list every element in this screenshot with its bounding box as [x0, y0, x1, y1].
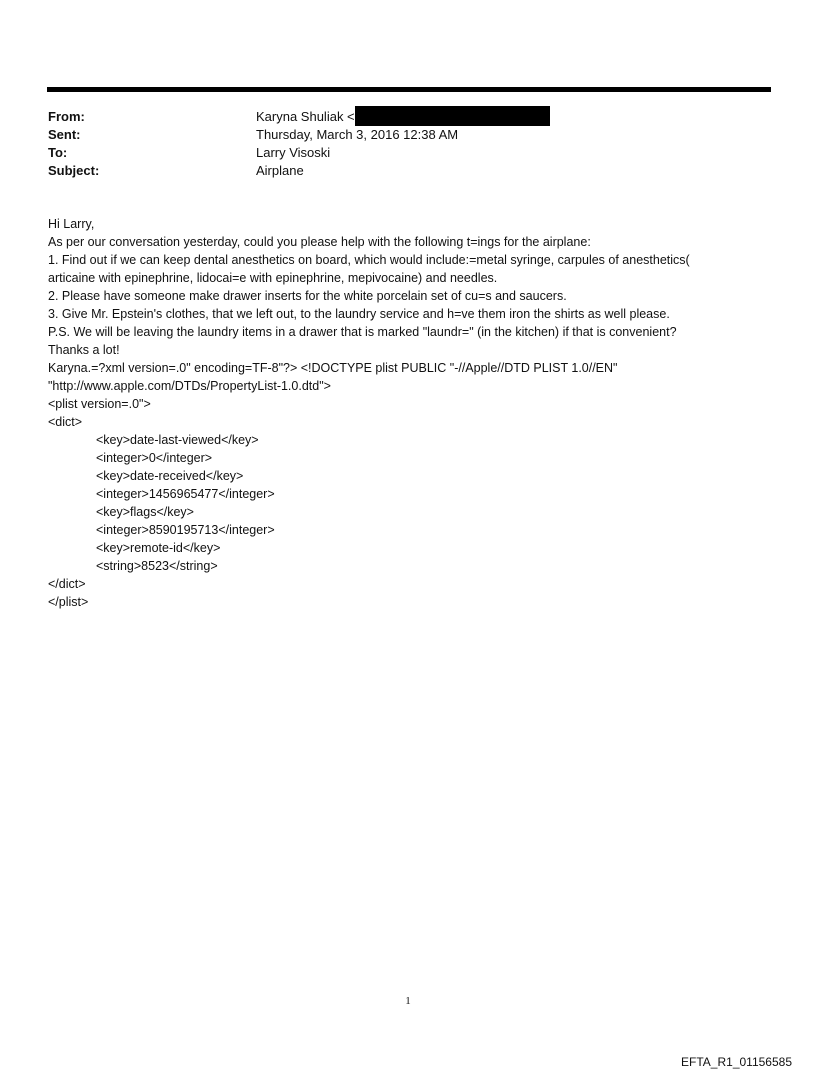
plist-line: <integer>0</integer> [96, 451, 213, 465]
to-label: To: [48, 145, 68, 160]
from-value [256, 108, 550, 126]
plist-line: <key>date-received</key> [96, 469, 244, 483]
plist-line: <integer>1456965477</integer> [96, 487, 275, 501]
body-line: 3. Give Mr. Epstein's clothes, that we left out, to the laundry service and h=ve them iron the shirts as well please. [48, 307, 670, 321]
body-line: As per our conversation yesterday, could you please help with the following t=ings for the airplane: [48, 235, 591, 249]
from-label: From: [48, 109, 85, 124]
from-name: Karyna Shuliak < [256, 109, 355, 124]
body-line: </dict> [48, 577, 86, 591]
subject-label: Subject: [48, 163, 100, 178]
body-line: <plist version=.0"> [48, 397, 151, 411]
sent-value: Thursday, March 3, 2016 12:38 AM [256, 127, 459, 142]
body-line: Thanks a lot! [48, 343, 120, 357]
subject-value: Airplane [256, 163, 304, 178]
redaction-box [355, 106, 550, 126]
plist-line: <key>flags</key> [96, 505, 194, 519]
to-value: Larry Visoski [256, 145, 331, 160]
body-line: 2. Please have someone make drawer inserts for the white porcelain set of cu=s and saucers. [48, 289, 567, 303]
body-line: </plist> [48, 595, 89, 609]
body-line: 1. Find out if we can keep dental anesthetics on board, which would include:=metal syringe, carpules of anesthetics( [48, 253, 690, 267]
plist-line: <integer>8590195713</integer> [96, 523, 275, 537]
body-line: P.S. We will be leaving the laundry items in a drawer that is marked "laundr=" (in the kitchen) if that is convenient? [48, 325, 677, 339]
subject-row [48, 162, 768, 180]
plist-line: <key>date-last-viewed</key> [96, 433, 259, 447]
from-row [48, 108, 768, 126]
email-header [48, 108, 768, 180]
body-line: articaine with epinephrine, lidocai=e with epinephrine, mepivocaine) and needles. [48, 271, 498, 285]
sent-label: Sent: [48, 127, 81, 142]
to-row [48, 144, 768, 162]
plist-line: <string>8523</string> [96, 559, 218, 573]
body-line: <dict> [48, 415, 83, 429]
email-body [48, 215, 768, 611]
sent-row [48, 126, 768, 144]
body-line: Karyna.=?xml version=.0" encoding=TF-8"?> <!DOCTYPE plist PUBLIC "-//Apple//DTD PLIST 1.0//EN" [48, 361, 618, 375]
body-line: Hi Larry, [48, 217, 95, 231]
page-number: 1 [405, 995, 411, 1007]
document-id: EFTA_R1_01156585 [681, 1055, 792, 1069]
body-line: "http://www.apple.com/DTDs/PropertyList-1.0.dtd"> [48, 379, 331, 393]
header-divider [47, 87, 771, 92]
plist-line: <key>remote-id</key> [96, 541, 221, 555]
